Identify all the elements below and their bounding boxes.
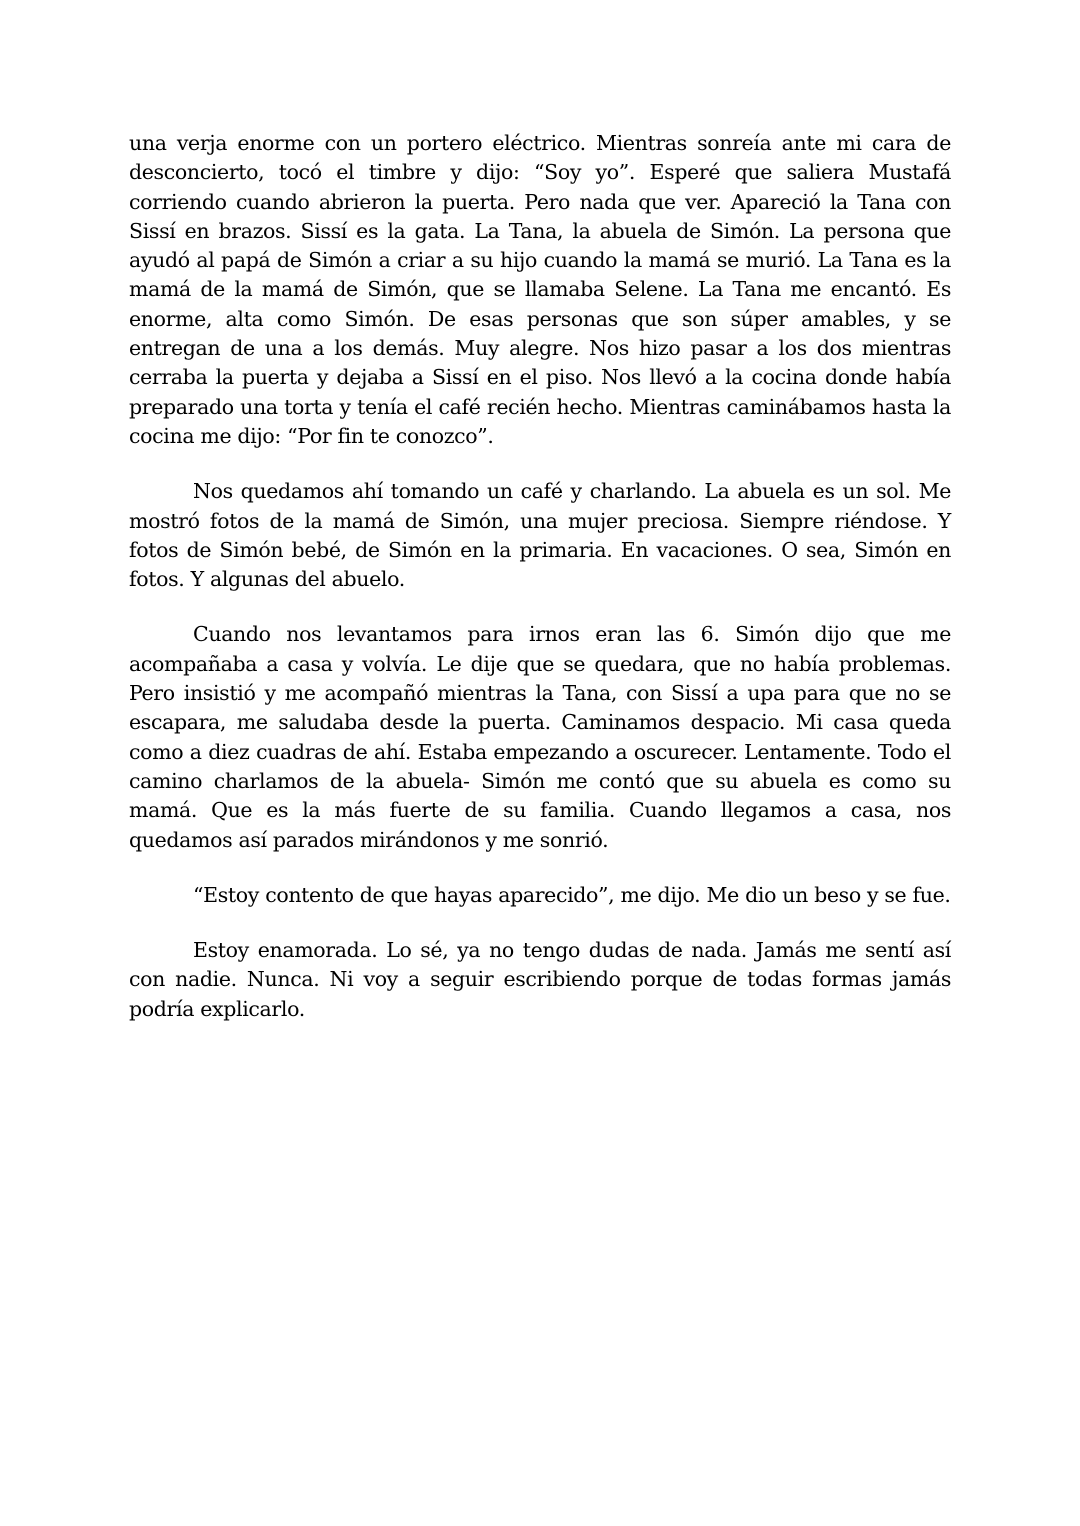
paragraph-5: Estoy enamorada. Lo sé, ya no tengo dudas de nada. Jamás me sentí así con nadie. Nunca. Ni voy a seguir escribiendo porque de todas formas jamás podría explicarlo.	[129, 938, 951, 1021]
paragraph-4: “Estoy contento de que hayas aparecido”, me dijo. Me dio un beso y se fue.	[193, 882, 951, 907]
body-text	[129, 129, 951, 1024]
paragraph-1: una verja enorme con un portero eléctrico. Mientras sonreía ante mi cara de desconcierto, tocó el timbre y dijo: “Soy yo”. Esperé que saliera Mustafá corriendo cuando abrieron la puerta. Pero nada que ver. Apareció la Tana con Sissí en brazos. Sissí es la gata. La Tana, la abuela de Simón. La persona que ayudó al papá de Simón a criar a su hijo cuando la mamá se murió. La Tana es la mamá de la mamá de Simón, que se llamaba Selene. La Tana me encantó. Es enorme, alta como Simón. De esas personas que son súper amables, y se entregan de una a los demás. Muy alegre. Nos hizo pasar a los dos mientras cerraba la puerta y dejaba a Sissí en el piso. Nos llevó a la cocina donde había preparado una torta y tenía el café recién hecho. Mientras caminábamos hasta la cocina me dijo: “Por fin te conozco”.	[129, 131, 951, 448]
paragraph-3: Cuando nos levantamos para irnos eran las 6. Simón dijo que me acompañaba a casa y volvía. Le dije que se quedara, que no había problemas. Pero insistió y me acompañó mientras la Tana, con Sissí a upa para que no se escapara, me saludaba desde la puerta. Caminamos despacio. Mi casa queda como a diez cuadras de ahí. Estaba empezando a oscurecer. Lentamente. Todo el camino charlamos de la abuela- Simón me contó que su abuela es como su mamá. Que es la más fuerte de su familia. Cuando llegamos a casa, nos quedamos así parados mirándonos y me sonrió.	[129, 622, 951, 852]
paragraph-2: Nos quedamos ahí tomando un café y charlando. La abuela es un sol. Me mostró fotos de la mamá de Simón, una mujer preciosa. Siempre riéndose. Y fotos de Simón bebé, de Simón en la primaria. En vacaciones. O sea, Simón en fotos. Y algunas del abuelo.	[129, 479, 951, 592]
